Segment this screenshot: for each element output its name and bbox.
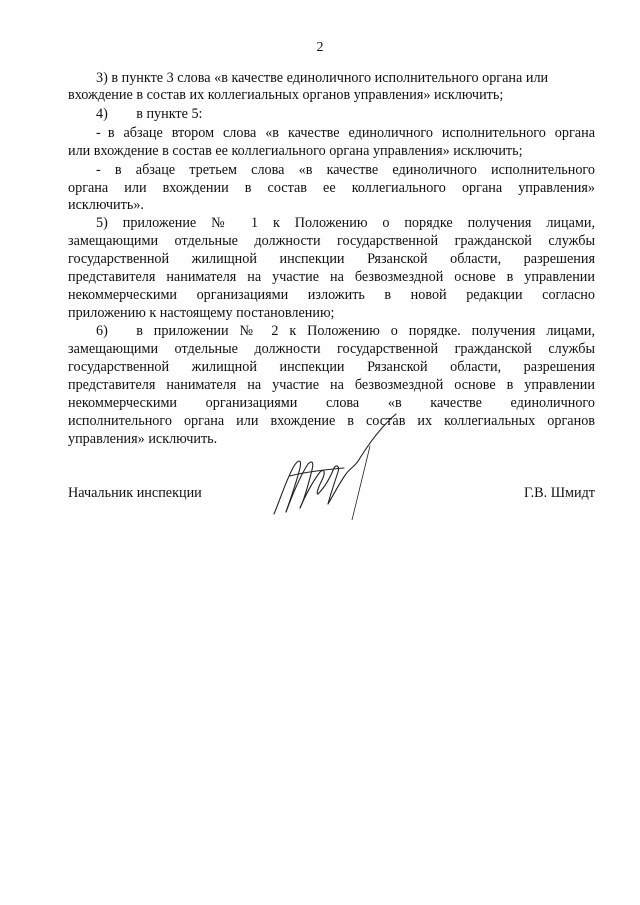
text-line: или вхождение в состав ее коллегиального органа управления» исключить;	[68, 143, 523, 159]
text-line: приложению к настоящему постановлению;	[68, 305, 335, 321]
signer-title: Начальник инспекции	[68, 485, 202, 501]
page-number: 2	[316, 40, 324, 55]
text-line: - в абзаце втором слова «в качестве единоличного исполнительного органа	[96, 125, 595, 141]
text-line: некоммерческими организациями изложить в новой редакции согласно	[68, 287, 595, 303]
text-line: государственной жилищной инспекции Рязанской области, разрешения	[68, 251, 595, 267]
text-line: 5) приложение № 1 к Положению о порядке получения лицами,	[96, 215, 595, 231]
text-line: 3) в пункте 3 слова «в качестве единоличного исполнительного органа или	[96, 70, 549, 86]
text-line: органа или вхождении в состав ее коллегиального органа управления»	[68, 180, 595, 196]
text-line: представителя нанимателя на участие на безвозмездной основе в управлении	[68, 377, 595, 393]
handwritten-signature	[260, 410, 400, 520]
text-line: - в абзаце третьем слова «в качестве единоличного исполнительного	[96, 162, 595, 178]
text-line: замещающими отдельные должности государственной гражданской службы	[68, 341, 595, 357]
text-line: 4) в пункте 5:	[96, 106, 203, 122]
text-line: некоммерческими организациями слова «в качестве единоличного	[68, 395, 595, 411]
text-line: замещающими отдельные должности государственной гражданской службы	[68, 233, 595, 249]
text-line: управления» исключить.	[68, 431, 218, 447]
text-line: государственной жилищной инспекции Рязанской области, разрешения	[68, 359, 595, 375]
text-line: вхождение в состав их коллегиальных органов управления» исключить;	[68, 87, 504, 103]
text-line: представителя нанимателя на участие на безвозмездной основе в управлении	[68, 269, 595, 285]
text-line: 6) в приложении № 2 к Положению о порядке. получения лицами,	[96, 323, 595, 339]
signer-name: Г.В. Шмидт	[523, 485, 595, 501]
text-line: исключить».	[68, 197, 144, 213]
text-line: исполнительного органа или вхождение в состав их коллегиальных органов	[68, 413, 595, 429]
